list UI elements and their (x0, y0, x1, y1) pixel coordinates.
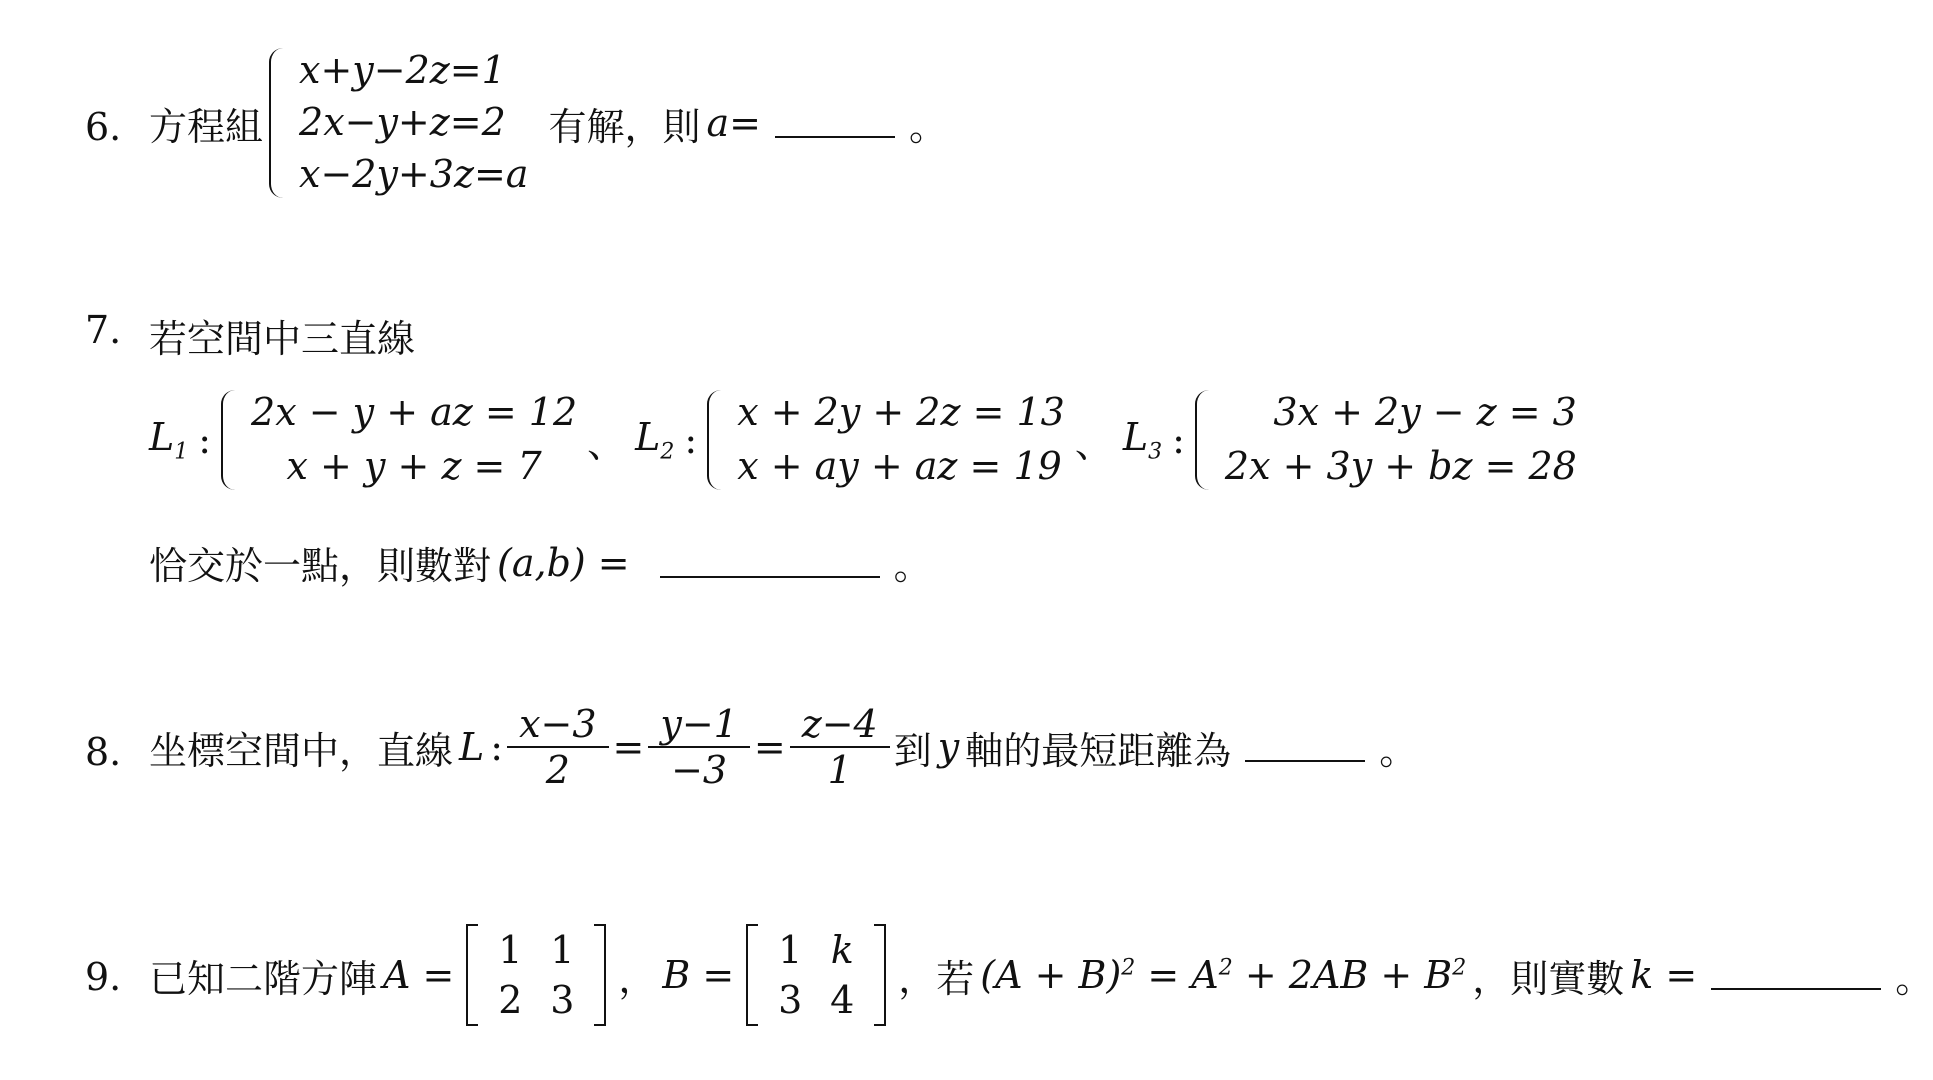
line-label: L (459, 725, 485, 769)
answer-pair: (a,b) = (497, 540, 630, 585)
question-line-2 (149, 535, 932, 590)
question-text: 已知二階方陣 (149, 956, 378, 1001)
equation-2: 2x + 3y + bz = 28 (1224, 444, 1577, 489)
question-end: 。 (893, 544, 932, 588)
equations (737, 390, 1065, 490)
answer-blank[interactable] (660, 548, 880, 578)
right-bracket (594, 924, 606, 1026)
denominator: 2 (507, 746, 608, 792)
question-body (149, 915, 1933, 1035)
question-number: 7. (85, 308, 122, 352)
equations (299, 48, 528, 198)
matrix-a-label: A = (383, 953, 455, 997)
denominator: −3 (648, 746, 749, 792)
matrix-a (466, 924, 606, 1026)
answer-blank[interactable] (1711, 960, 1881, 990)
separator: 、 (1074, 421, 1113, 466)
left-brace (221, 390, 241, 490)
answer-blank[interactable] (775, 108, 895, 138)
fraction-x (513, 702, 602, 792)
answer-blank[interactable] (1245, 732, 1365, 762)
left-bracket (466, 924, 478, 1026)
matrix-entry: 3 (550, 978, 575, 1022)
line-2-system (707, 390, 1065, 490)
question-6 (85, 40, 1880, 210)
line-2-label: $L_2$ (635, 415, 675, 465)
question-title: 若空間中三直線 (149, 317, 416, 361)
matrix-entry: 1 (498, 928, 523, 972)
equations (251, 390, 577, 490)
matrix-b-label: B = (662, 953, 735, 997)
equation-1: x + 2y + 2z = 13 (737, 390, 1065, 434)
left-brace (707, 390, 727, 490)
equation-3: x−2y+3z=a (299, 152, 529, 197)
axis-variable: y (937, 725, 960, 769)
line-3-system (1195, 390, 1577, 490)
equation-2: x + y + z = 7 (286, 444, 542, 489)
question-text: 恰交於一點，則數對 (149, 544, 492, 588)
colon: : (198, 418, 212, 462)
answer-variable: a= (706, 101, 761, 145)
left-bracket (746, 924, 758, 1026)
lines-definition (149, 390, 1577, 490)
matrix-b (746, 924, 886, 1026)
colon: : (1172, 418, 1185, 462)
matrix-entries (758, 924, 874, 1026)
question-text: 坐標空間中，直線 (149, 728, 454, 773)
right-bracket (874, 924, 886, 1026)
equation-system (269, 48, 528, 198)
question-8 (85, 690, 1880, 810)
numerator: y−1 (660, 702, 738, 746)
equation-2: 2x−y+z=2 (299, 100, 506, 145)
matrix-entry: 2 (498, 978, 523, 1022)
question-7 (85, 300, 1880, 600)
equals: = (612, 725, 645, 769)
denominator: 1 (790, 746, 890, 792)
left-brace (269, 48, 289, 198)
matrix-entry: 3 (778, 978, 803, 1022)
question-number: 8. (85, 730, 122, 774)
expression: $(A + B)^2 = A^2 + 2AB + B^2$ (980, 953, 1467, 997)
line-3-label: $L_3$ (1122, 415, 1163, 465)
equations (1225, 390, 1577, 490)
fraction-y (654, 702, 743, 792)
matrix-entry: 4 (830, 978, 855, 1022)
question-body (149, 48, 947, 198)
question-end: 。 (1895, 956, 1933, 1001)
question-prefix: 方程組 (149, 104, 264, 149)
equals: = (753, 725, 786, 769)
question-number: 9. (85, 955, 122, 999)
matrix-entry: 1 (550, 928, 575, 972)
question-text: ，則實數 (1472, 956, 1625, 1001)
colon: : (684, 418, 698, 462)
numerator: z−4 (801, 702, 878, 746)
left-brace (1195, 390, 1215, 490)
question-text: 到 (893, 728, 932, 773)
question-end: 。 (908, 104, 947, 149)
question-9 (85, 910, 1933, 1040)
matrix-entry: 1 (778, 928, 803, 972)
answer-variable: k = (1630, 953, 1698, 997)
question-text: ，若 (898, 956, 975, 1001)
colon: : (490, 725, 504, 769)
matrix-entry: k (830, 928, 854, 972)
separator: 、 (587, 421, 626, 466)
comma: ， (618, 956, 657, 1001)
equation-1: x+y−2z=1 (299, 48, 506, 92)
question-number: 6. (85, 105, 122, 149)
question-body (149, 692, 1417, 802)
numerator: x−3 (519, 702, 597, 746)
question-end: 。 (1379, 728, 1418, 773)
fraction-z (796, 702, 884, 792)
question-suffix: 有解，則 (548, 104, 701, 149)
equation-1: 3x + 2y − z = 3 (1273, 390, 1577, 434)
question-text: 軸的最短距離為 (965, 728, 1232, 773)
line-1-system (221, 390, 577, 490)
line-1-label: $L_1$ (149, 415, 189, 465)
equation-2: x + ay + az = 19 (737, 444, 1062, 489)
matrix-entries (478, 924, 594, 1026)
equation-1: 2x − y + az = 12 (251, 390, 578, 434)
